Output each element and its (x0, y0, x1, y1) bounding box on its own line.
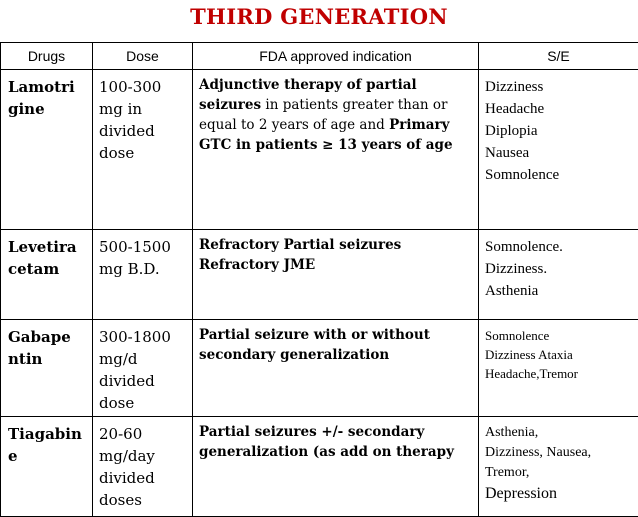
side-effect-item: Somnolence (485, 164, 634, 186)
side-effect-item: Nausea (485, 142, 634, 164)
header-side-effects: S/E (479, 43, 638, 70)
side-effect-item: Headache (485, 98, 634, 120)
table-row (1, 70, 638, 230)
drug-name: Levetira cetam (1, 230, 93, 320)
side-effect-item: Tremor, (485, 463, 634, 483)
drug-dose: 100-300 mg in divided dose (93, 70, 193, 230)
table-header-row (1, 43, 638, 70)
drug-name: Gabape ntin (1, 320, 93, 417)
side-effect-item: Depression (485, 483, 634, 505)
indication-bold-text: Partial seizures +/- secondary generalization (as add on therapy (199, 424, 454, 460)
indication-bold-text: Adjunctive therapy of partial seizures (199, 77, 417, 113)
indication-text: in patients greater than or equal to 2 years of age and (199, 97, 448, 133)
drug-indication (193, 417, 479, 517)
drug-dose: 300-1800 mg/d divided dose (93, 320, 193, 417)
side-effect-item: Dizziness (485, 76, 634, 98)
side-effect-item: Asthenia, (485, 423, 634, 443)
drug-indication (193, 70, 479, 230)
side-effect-item: Diplopia (485, 120, 634, 142)
side-effect-item: Asthenia (485, 280, 634, 302)
drug-name: Tiagabin e (1, 417, 93, 517)
header-drugs: Drugs (1, 43, 93, 70)
side-effect-item: Headache,Tremor (485, 364, 634, 383)
header-dose: Dose (93, 43, 193, 70)
table-row (1, 230, 638, 320)
indication-bold-text: Partial seizure with or without secondary generalization (199, 327, 430, 363)
slide-title: THIRD GENERATION (0, 4, 638, 29)
indication-bold-text: Primary GTC in patients ≥ 13 years of age (199, 117, 453, 153)
drug-indication (193, 230, 479, 320)
side-effect-item: Dizziness Ataxia (485, 345, 634, 364)
drug-table (0, 42, 638, 517)
header-indication: FDA approved indication (193, 43, 479, 70)
table-row (1, 417, 638, 517)
drug-side-effects (479, 230, 638, 320)
indication-bold-text: Refractory Partial seizures (199, 235, 474, 255)
drug-dose: 500-1500 mg B.D. (93, 230, 193, 320)
indication-bold-text: Refractory JME (199, 255, 474, 275)
side-effect-item: Somnolence (485, 326, 634, 345)
table-row (1, 320, 638, 417)
drug-name: Lamotri gine (1, 70, 93, 230)
side-effect-item: Somnolence. (485, 236, 634, 258)
drug-indication (193, 320, 479, 417)
drug-dose: 20-60 mg/day divided doses (93, 417, 193, 517)
drug-side-effects (479, 320, 638, 417)
drug-side-effects (479, 70, 638, 230)
side-effect-item: Dizziness, Nausea, (485, 443, 634, 463)
side-effect-item: Dizziness. (485, 258, 634, 280)
drug-side-effects (479, 417, 638, 517)
